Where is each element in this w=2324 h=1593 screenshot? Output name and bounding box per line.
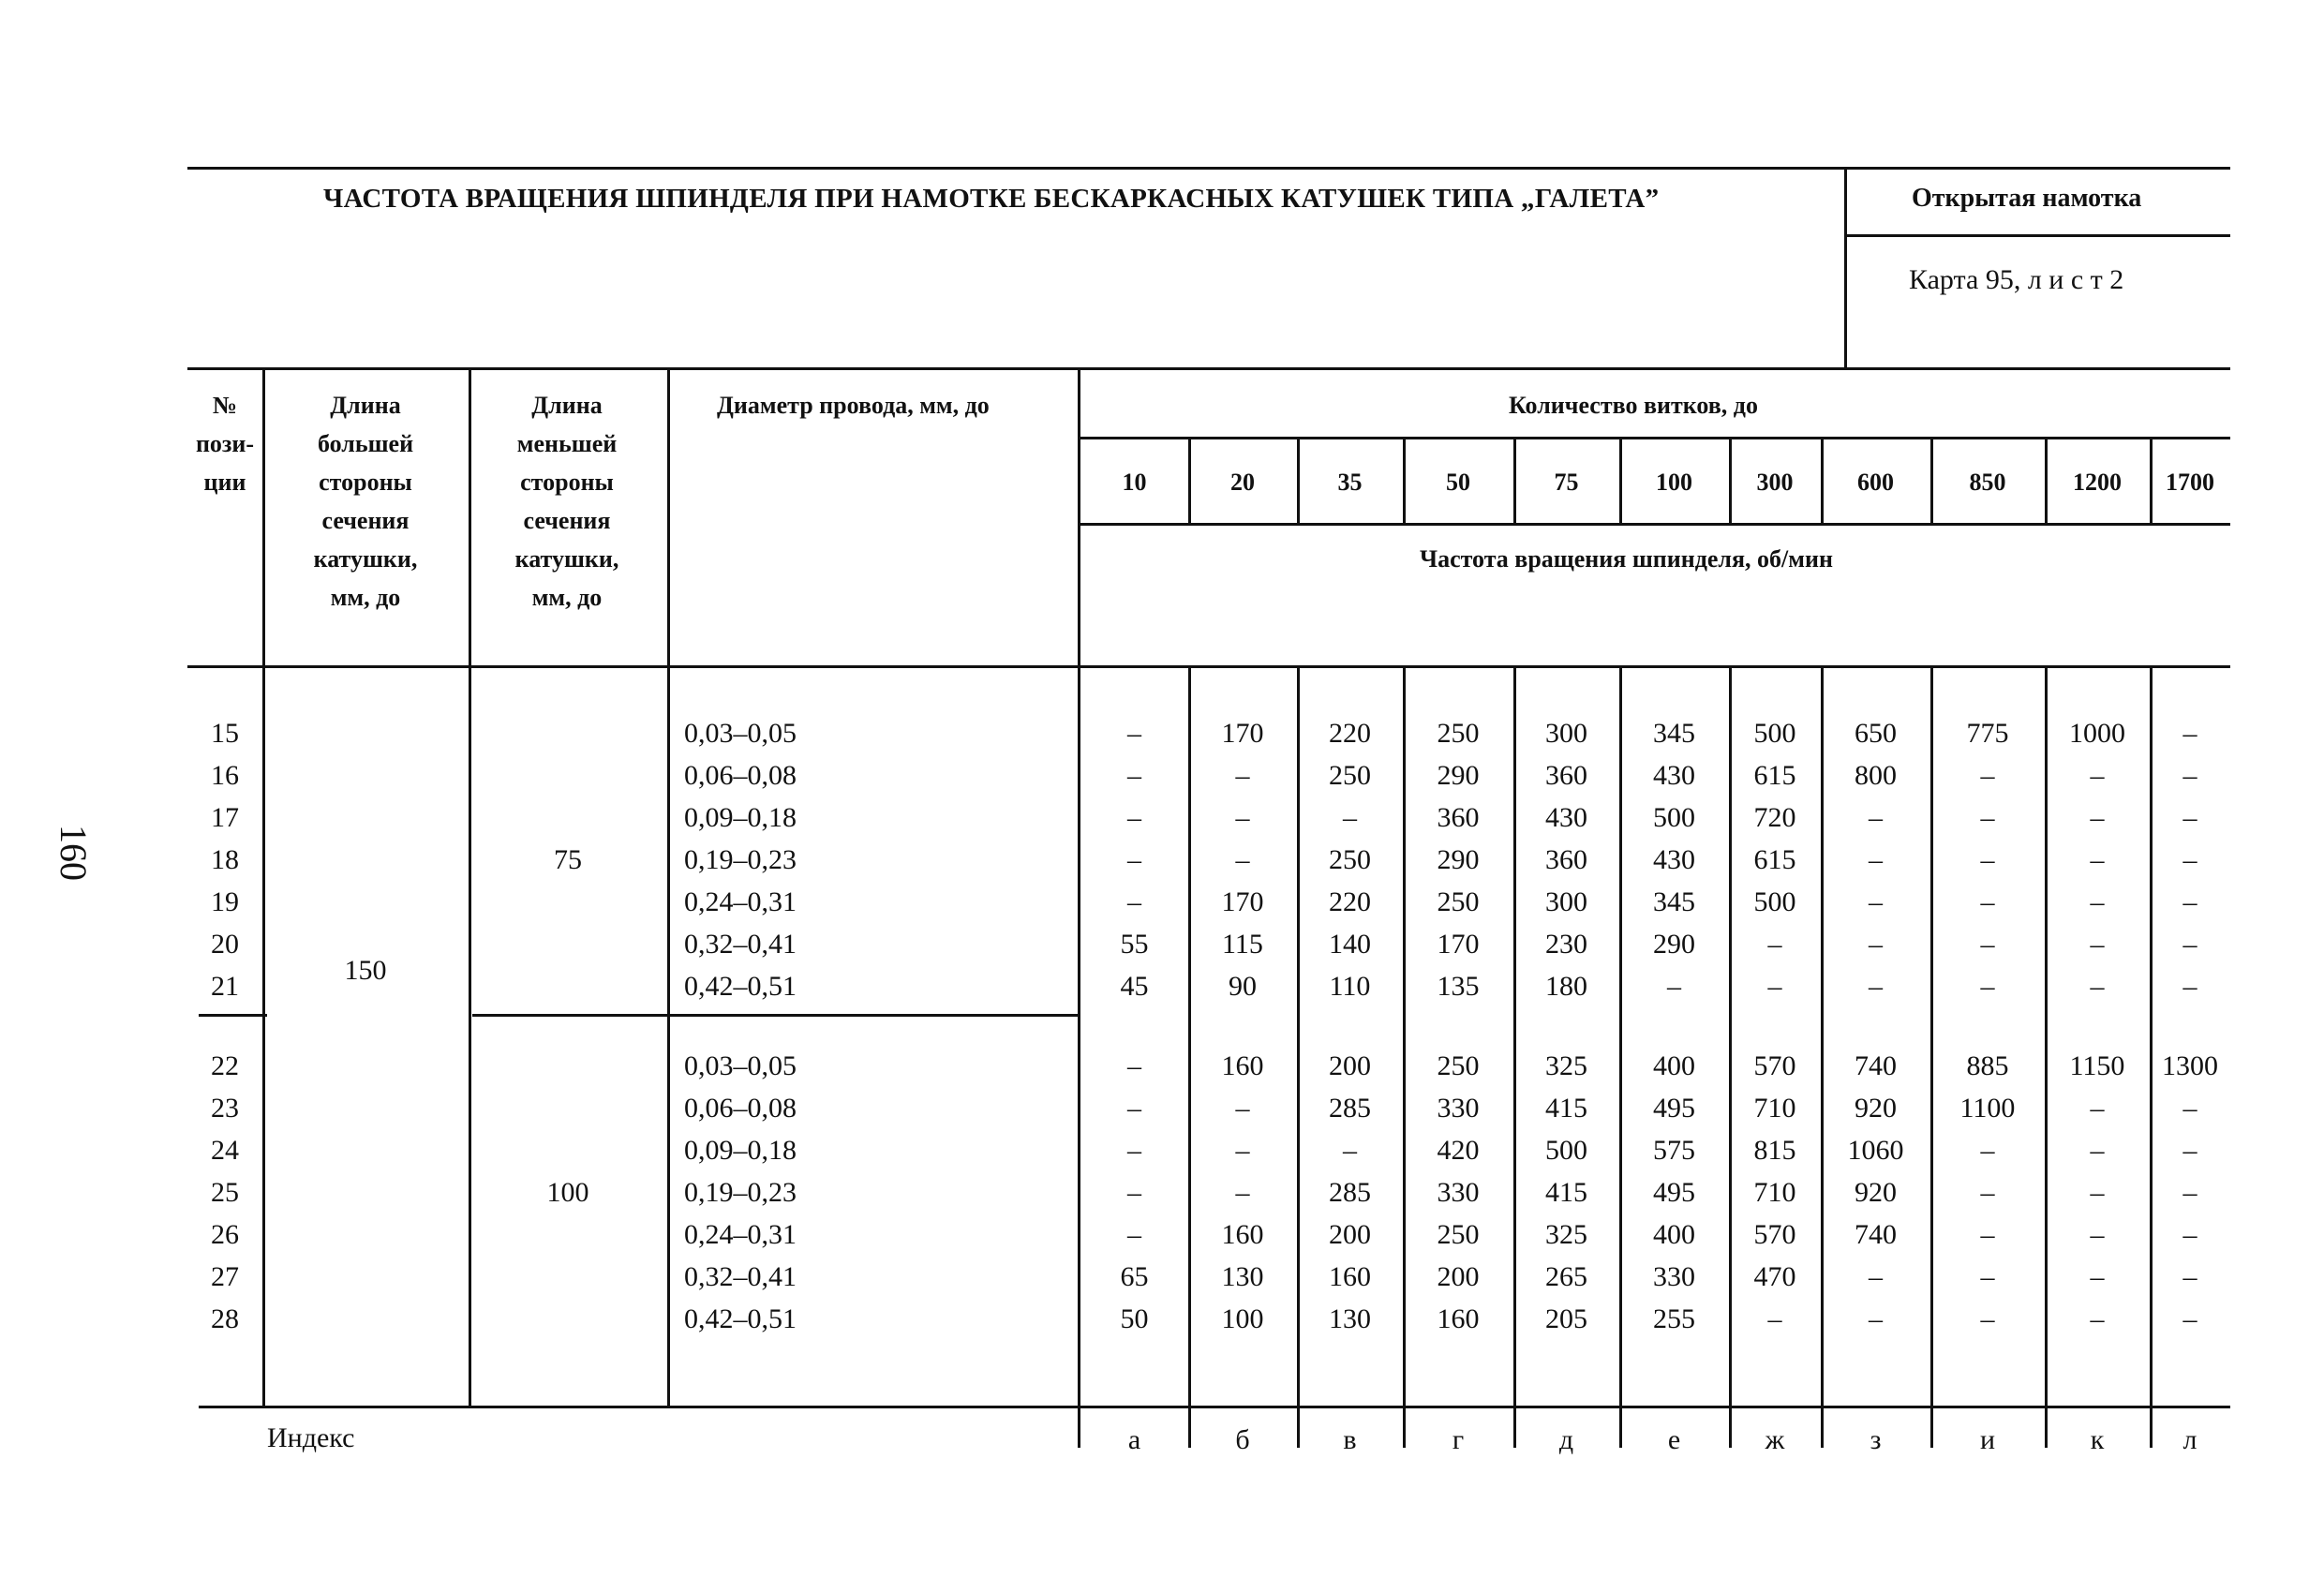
index-letter: ж xyxy=(1765,1424,1785,1455)
frequency-value: – xyxy=(1980,886,1995,917)
frequency-value: 135 xyxy=(1437,971,1480,1002)
frequency-value: 265 xyxy=(1545,1261,1587,1292)
frequency-value: – xyxy=(2182,760,2197,791)
index-letter: в xyxy=(1343,1424,1357,1455)
frequency-value: 500 xyxy=(1545,1135,1587,1166)
frequency-value: 170 xyxy=(1221,886,1264,917)
frequency-value: 220 xyxy=(1329,886,1371,917)
frequency-value: – xyxy=(1980,1177,1995,1208)
frequency-value: – xyxy=(2090,971,2105,1002)
frequency-value: – xyxy=(2182,1261,2197,1292)
index-label: Индекс xyxy=(267,1422,355,1453)
frequency-value: 495 xyxy=(1653,1093,1695,1124)
frequency-value: 330 xyxy=(1437,1177,1480,1208)
position-number: 19 xyxy=(211,886,239,917)
diameter-value: 0,42–0,51 xyxy=(684,1303,797,1334)
frequency-value: 570 xyxy=(1753,1050,1796,1081)
frequency-value: 250 xyxy=(1437,1219,1480,1250)
frequency-value: – xyxy=(1127,1219,1141,1250)
top-rule xyxy=(187,167,2230,170)
index-letter: г xyxy=(1452,1424,1465,1455)
frequency-value: 615 xyxy=(1753,844,1796,875)
frequency-value: – xyxy=(1235,1093,1250,1124)
frequency-value: – xyxy=(1127,802,1141,833)
frequency-value: 55 xyxy=(1120,929,1149,960)
frequency-value: 160 xyxy=(1329,1261,1371,1292)
header-short-side: Длина меньшей стороны сечения катушки, мм, до xyxy=(514,392,619,611)
frequency-value: – xyxy=(1127,1093,1141,1124)
frequency-value: – xyxy=(1980,971,1995,1002)
title-divider xyxy=(1844,167,1847,367)
frequency-value: – xyxy=(1980,1303,1995,1334)
frequency-value: – xyxy=(2090,802,2105,833)
frequency-value: 90 xyxy=(1229,971,1257,1002)
frequency-value: – xyxy=(1869,929,1883,960)
header-top-rule xyxy=(187,367,2230,370)
frequency-value: – xyxy=(2090,929,2105,960)
turns-value: 600 xyxy=(1857,469,1894,496)
frequency-value: 345 xyxy=(1653,886,1695,917)
body-bottom-rule xyxy=(199,1406,2230,1408)
frequency-value: – xyxy=(2090,1303,2105,1334)
index-letter: з xyxy=(1870,1424,1882,1455)
diameter-value: 0,19–0,23 xyxy=(684,844,797,875)
frequency-value: 160 xyxy=(1221,1219,1264,1250)
frequency-value: – xyxy=(2182,1303,2197,1334)
frequency-value: 650 xyxy=(1855,718,1897,749)
frequency-value: – xyxy=(1127,1177,1141,1208)
turns-value: 100 xyxy=(1656,469,1692,496)
frequency-value: – xyxy=(1127,718,1141,749)
position-number: 16 xyxy=(211,760,239,791)
frequency-value: 250 xyxy=(1329,760,1371,791)
frequency-value: – xyxy=(1127,886,1141,917)
frequency-value: 200 xyxy=(1437,1261,1480,1292)
frequency-value: – xyxy=(1980,1135,1995,1166)
frequency-value: 300 xyxy=(1545,718,1587,749)
frequency-value: 250 xyxy=(1437,718,1480,749)
card-number: Карта 95, л и с т 2 xyxy=(1909,264,2124,295)
frequency-value: 300 xyxy=(1545,886,1587,917)
frequency-value: 250 xyxy=(1329,844,1371,875)
col-rule-short xyxy=(667,367,670,1406)
frequency-value: 495 xyxy=(1653,1177,1695,1208)
frequency-value: 775 xyxy=(1966,718,2009,749)
frequency-value: – xyxy=(1980,1219,1995,1250)
side-divider xyxy=(1844,234,2230,237)
frequency-value: 500 xyxy=(1753,886,1796,917)
frequency-value: 615 xyxy=(1753,760,1796,791)
frequency-value: – xyxy=(2090,1261,2105,1292)
short-side-value: 75 xyxy=(554,844,582,875)
turns-row-top-rule xyxy=(1080,437,2230,439)
frequency-value: 740 xyxy=(1855,1219,1897,1250)
frequency-value: 110 xyxy=(1329,971,1371,1002)
frequency-value: 500 xyxy=(1653,802,1695,833)
frequency-value: 570 xyxy=(1753,1219,1796,1250)
position-number: 25 xyxy=(211,1177,239,1208)
frequency-value: 415 xyxy=(1545,1177,1587,1208)
frequency-value: – xyxy=(1343,802,1357,833)
frequency-value: 400 xyxy=(1653,1050,1695,1081)
frequency-value: 290 xyxy=(1437,760,1480,791)
diameter-value: 0,06–0,08 xyxy=(684,1093,797,1124)
frequency-value: 330 xyxy=(1437,1093,1480,1124)
frequency-value: 130 xyxy=(1329,1303,1371,1334)
frequency-value: – xyxy=(1127,760,1141,791)
frequency-value: 1060 xyxy=(1847,1135,1904,1166)
frequency-value: – xyxy=(1235,844,1250,875)
turns-value: 10 xyxy=(1122,469,1147,496)
frequency-value: – xyxy=(2090,886,2105,917)
turns-value: 75 xyxy=(1554,469,1579,496)
frequency-value: 500 xyxy=(1753,718,1796,749)
frequency-value: 255 xyxy=(1653,1303,1695,1334)
frequency-value: 200 xyxy=(1329,1050,1371,1081)
frequency-value: 400 xyxy=(1653,1219,1695,1250)
index-letter: д xyxy=(1558,1424,1574,1455)
frequency-value: – xyxy=(1235,1135,1250,1166)
frequency-value: 50 xyxy=(1120,1303,1149,1334)
frequency-value: 345 xyxy=(1653,718,1695,749)
frequency-value: – xyxy=(1127,1050,1141,1081)
short-side-value: 100 xyxy=(546,1177,589,1208)
frequency-value: 430 xyxy=(1545,802,1587,833)
frequency-value: 430 xyxy=(1653,760,1695,791)
frequency-value: – xyxy=(2182,1177,2197,1208)
frequency-value: – xyxy=(2182,844,2197,875)
frequency-value: 360 xyxy=(1545,844,1587,875)
frequency-value: 325 xyxy=(1545,1050,1587,1081)
frequency-value: – xyxy=(1869,971,1883,1002)
diameter-value: 0,42–0,51 xyxy=(684,971,797,1002)
diameter-value: 0,24–0,31 xyxy=(684,886,797,917)
frequency-value: 430 xyxy=(1653,844,1695,875)
frequency-value: – xyxy=(1767,1303,1782,1334)
page-title: ЧАСТОТА ВРАЩЕНИЯ ШПИНДЕЛЯ ПРИ НАМОТКЕ БЕСКАРКАСНЫХ КАТУШЕК ТИПА „ГАЛЕТА” xyxy=(323,184,1660,214)
frequency-value: – xyxy=(2090,1219,2105,1250)
frequency-value: – xyxy=(1343,1135,1357,1166)
frequency-value: – xyxy=(1869,1303,1883,1334)
winding-type-label: Открытая намотка xyxy=(1912,184,2142,213)
frequency-value: 285 xyxy=(1329,1177,1371,1208)
frequency-value: 720 xyxy=(1753,802,1796,833)
frequency-value: 160 xyxy=(1221,1050,1264,1081)
frequency-value: 800 xyxy=(1855,760,1897,791)
frequency-value: – xyxy=(1767,971,1782,1002)
turns-value: 1700 xyxy=(2166,469,2214,496)
position-number: 26 xyxy=(211,1219,239,1250)
position-number: 18 xyxy=(211,844,239,875)
frequency-value: – xyxy=(2090,844,2105,875)
frequency-value: 330 xyxy=(1653,1261,1695,1292)
frequency-value: 100 xyxy=(1221,1303,1264,1334)
diameter-value: 0,32–0,41 xyxy=(684,929,797,960)
frequency-value: 290 xyxy=(1437,844,1480,875)
frequency-value: – xyxy=(1980,929,1995,960)
frequency-value: 230 xyxy=(1545,929,1587,960)
frequency-value: 250 xyxy=(1437,1050,1480,1081)
frequency-value: – xyxy=(1127,844,1141,875)
turns-value: 35 xyxy=(1337,469,1363,496)
diameter-value: 0,19–0,23 xyxy=(684,1177,797,1208)
diameter-value: 0,09–0,18 xyxy=(684,802,797,833)
frequency-value: – xyxy=(2182,971,2197,1002)
position-number: 20 xyxy=(211,929,239,960)
turns-value: 850 xyxy=(1969,469,2006,496)
col-rule-long xyxy=(469,367,471,1406)
position-number: 21 xyxy=(211,971,239,1002)
frequency-value: 415 xyxy=(1545,1093,1587,1124)
group-divider-left xyxy=(199,1014,267,1017)
frequency-value: – xyxy=(1235,802,1250,833)
frequency-value: 420 xyxy=(1437,1135,1480,1166)
frequency-value: 45 xyxy=(1120,971,1149,1002)
frequency-value: 1100 xyxy=(1959,1093,2016,1124)
header-frequency: Частота вращения шпинделя, об/мин xyxy=(1420,545,1833,573)
header-diameter: Диаметр провода, мм, до xyxy=(717,392,990,419)
position-number: 15 xyxy=(211,718,239,749)
header-long-side: Длина большей стороны сечения катушки, мм, до xyxy=(313,392,418,611)
position-number: 23 xyxy=(211,1093,239,1124)
frequency-value: 220 xyxy=(1329,718,1371,749)
frequency-value: – xyxy=(2182,802,2197,833)
frequency-value: – xyxy=(1869,844,1883,875)
frequency-value: – xyxy=(2090,1177,2105,1208)
frequency-value: – xyxy=(2182,1093,2197,1124)
frequency-value: – xyxy=(1667,971,1681,1002)
index-letter: е xyxy=(1667,1424,1681,1455)
frequency-value: – xyxy=(2090,760,2105,791)
frequency-value: 920 xyxy=(1855,1093,1897,1124)
frequency-value: – xyxy=(2182,1135,2197,1166)
position-number: 28 xyxy=(211,1303,239,1334)
frequency-value: 290 xyxy=(1653,929,1695,960)
turns-value: 50 xyxy=(1446,469,1470,496)
frequency-value: 470 xyxy=(1753,1261,1796,1292)
frequency-value: 65 xyxy=(1120,1261,1149,1292)
frequency-value: 285 xyxy=(1329,1093,1371,1124)
frequency-value: – xyxy=(2182,929,2197,960)
frequency-value: 575 xyxy=(1653,1135,1695,1166)
frequency-value: – xyxy=(1980,802,1995,833)
page-number: 160 xyxy=(52,825,95,881)
frequency-value: 360 xyxy=(1437,802,1480,833)
frequency-value: 160 xyxy=(1437,1303,1480,1334)
frequency-value: 740 xyxy=(1855,1050,1897,1081)
frequency-value: – xyxy=(1127,1135,1141,1166)
frequency-value: 115 xyxy=(1222,929,1263,960)
diameter-value: 0,03–0,05 xyxy=(684,1050,797,1081)
long-side-value: 150 xyxy=(344,955,387,986)
diameter-value: 0,03–0,05 xyxy=(684,718,797,749)
frequency-value: – xyxy=(2182,886,2197,917)
index-letter: б xyxy=(1235,1424,1250,1455)
frequency-value: – xyxy=(1767,929,1782,960)
position-number: 27 xyxy=(211,1261,239,1292)
position-number: 22 xyxy=(211,1050,239,1081)
frequency-value: – xyxy=(1869,802,1883,833)
frequency-value: – xyxy=(1235,760,1250,791)
frequency-value: 170 xyxy=(1221,718,1264,749)
frequency-value: 710 xyxy=(1753,1177,1796,1208)
group-divider-short xyxy=(472,1014,1080,1017)
index-letter: а xyxy=(1127,1424,1141,1455)
position-number: 17 xyxy=(211,802,239,833)
index-letter: и xyxy=(1979,1424,1996,1455)
turns-value: 20 xyxy=(1230,469,1255,496)
frequency-value: 885 xyxy=(1966,1050,2009,1081)
frequency-value: 360 xyxy=(1545,760,1587,791)
frequency-value: – xyxy=(2090,1135,2105,1166)
frequency-value: 1000 xyxy=(2069,718,2125,749)
frequency-value: 815 xyxy=(1753,1135,1796,1166)
frequency-value: 180 xyxy=(1545,971,1587,1002)
frequency-value: – xyxy=(1980,760,1995,791)
frequency-value: – xyxy=(1869,886,1883,917)
frequency-value: 200 xyxy=(1329,1219,1371,1250)
col-rule-position xyxy=(262,367,265,1406)
frequency-value: 1300 xyxy=(2162,1050,2218,1081)
frequency-value: 250 xyxy=(1437,886,1480,917)
turns-row-bottom-rule xyxy=(1080,523,2230,526)
frequency-value: 710 xyxy=(1753,1093,1796,1124)
frequency-value: 140 xyxy=(1329,929,1371,960)
header-bottom-rule xyxy=(187,665,2230,668)
diameter-value: 0,06–0,08 xyxy=(684,760,797,791)
frequency-value: – xyxy=(2090,1093,2105,1124)
index-letter: л xyxy=(2182,1424,2197,1455)
frequency-value: – xyxy=(1980,1261,1995,1292)
diameter-value: 0,24–0,31 xyxy=(684,1219,797,1250)
frequency-value: 920 xyxy=(1855,1177,1897,1208)
frequency-value: 205 xyxy=(1545,1303,1587,1334)
turns-value: 300 xyxy=(1756,469,1794,496)
frequency-value: 1150 xyxy=(2069,1050,2125,1081)
header-turns: Количество витков, до xyxy=(1509,392,1758,419)
index-letter: к xyxy=(2090,1424,2105,1455)
diameter-value: 0,32–0,41 xyxy=(684,1261,797,1292)
frequency-value: – xyxy=(1235,1177,1250,1208)
frequency-value: – xyxy=(1980,844,1995,875)
turns-value: 1200 xyxy=(2073,469,2122,496)
frequency-value: 325 xyxy=(1545,1219,1587,1250)
frequency-value: – xyxy=(2182,1219,2197,1250)
frequency-value: 130 xyxy=(1221,1261,1264,1292)
diameter-value: 0,09–0,18 xyxy=(684,1135,797,1166)
frequency-value: 170 xyxy=(1437,929,1480,960)
position-number: 24 xyxy=(211,1135,239,1166)
frequency-value: – xyxy=(2182,718,2197,749)
frequency-value: – xyxy=(1869,1261,1883,1292)
header-position: № пози- ции xyxy=(195,392,255,496)
